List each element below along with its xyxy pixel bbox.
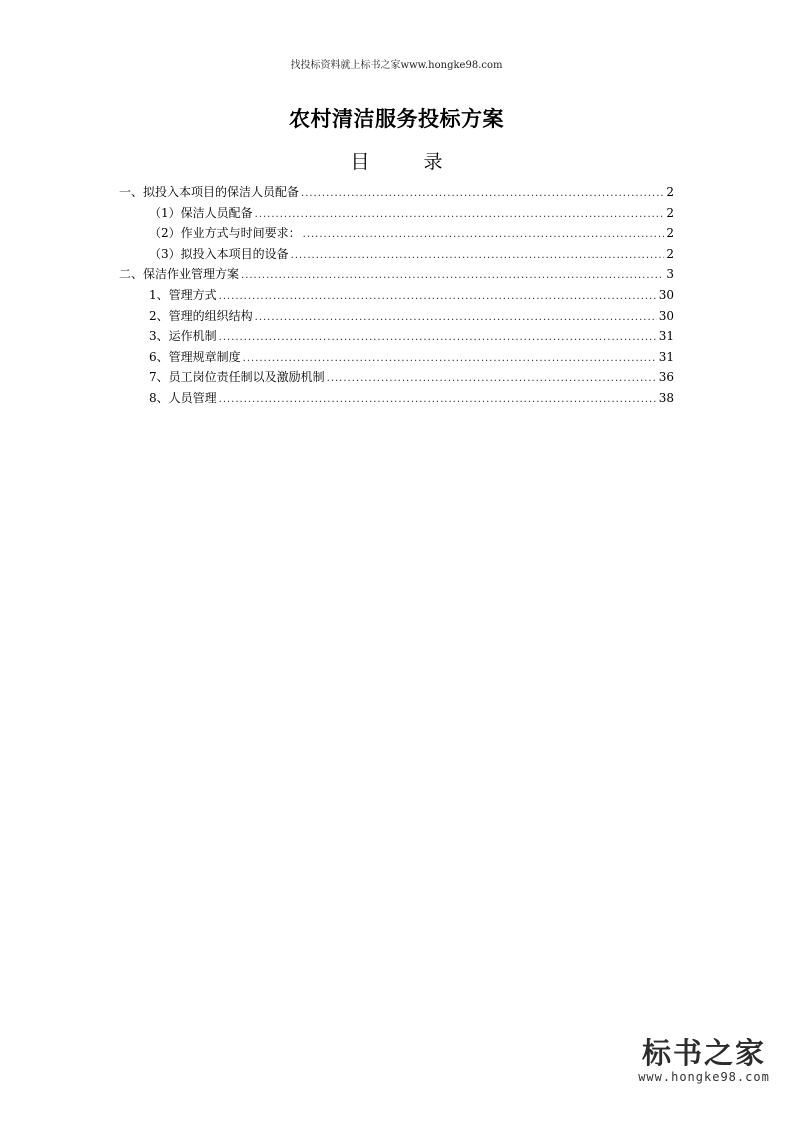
toc-leader-dots (219, 287, 657, 308)
toc-heading: 目 录 (350, 151, 467, 173)
toc-entry-page: 2 (666, 246, 674, 261)
toc-entry-label: （2）作业方式与时间要求： (149, 226, 301, 241)
watermark-logo (629, 1031, 779, 1084)
toc-entry-label: （1）保洁人员配备 (149, 205, 253, 220)
toc-entry-label: 2、管理的组织结构 (149, 308, 253, 323)
toc-leader-dots (303, 225, 664, 246)
toc-leader-dots (241, 266, 664, 287)
toc-leader-dots (219, 390, 657, 411)
toc-entry-label: 一、拟投入本项目的保洁人员配备 (119, 185, 300, 199)
toc-leader-dots (301, 184, 664, 205)
logo-url: www.hongke98.com (638, 1070, 770, 1084)
toc-entry-page: 38 (658, 390, 674, 405)
toc-entry-label: 6、管理规章制度 (149, 349, 241, 364)
toc-entry-page: 2 (666, 226, 674, 241)
toc-entry[interactable] (119, 306, 674, 327)
toc-entry-label: 7、员工岗位责任制以及激励机制 (149, 370, 325, 385)
toc-entry-label: 1、管理方式 (149, 287, 217, 302)
toc-entry-page: 31 (658, 329, 674, 344)
toc-entry[interactable] (119, 244, 674, 265)
toc-entry-label: 8、人员管理 (149, 390, 217, 405)
toc-entry[interactable] (119, 182, 674, 203)
toc-entry[interactable] (119, 285, 674, 306)
toc-leader-dots (291, 246, 664, 267)
toc-entry-page: 2 (666, 205, 674, 220)
page-header: 找投标资料就上标书之家www.hongke98.com (290, 60, 503, 71)
document-title: 农村清洁服务投标方案 (289, 106, 504, 131)
toc-entry-page: 36 (658, 370, 674, 385)
toc-leader-dots (255, 308, 657, 329)
toc-entry-page: 3 (666, 267, 674, 282)
table-of-contents (119, 182, 674, 409)
toc-entry[interactable] (119, 223, 674, 244)
logo-mark: 标书之家 (641, 1036, 766, 1070)
toc-entry[interactable] (119, 347, 674, 368)
toc-entry[interactable] (119, 203, 674, 224)
toc-entry-page: 31 (658, 349, 674, 364)
toc-entry-label: （3）拟投入本项目的设备 (149, 246, 289, 261)
toc-entry-page: 30 (658, 308, 674, 323)
toc-entry-label: 二、保洁作业管理方案 (119, 267, 240, 282)
toc-leader-dots (219, 328, 657, 349)
toc-entry[interactable] (119, 264, 674, 285)
toc-entry-label: 3、运作机制 (149, 329, 217, 344)
toc-entry[interactable] (119, 388, 674, 409)
toc-entry[interactable] (119, 367, 674, 388)
toc-entry[interactable] (119, 326, 674, 347)
toc-entry-page: 2 (666, 185, 674, 199)
toc-leader-dots (255, 205, 664, 226)
toc-entry-page: 30 (658, 287, 674, 302)
toc-leader-dots (243, 349, 657, 370)
toc-leader-dots (327, 369, 657, 390)
